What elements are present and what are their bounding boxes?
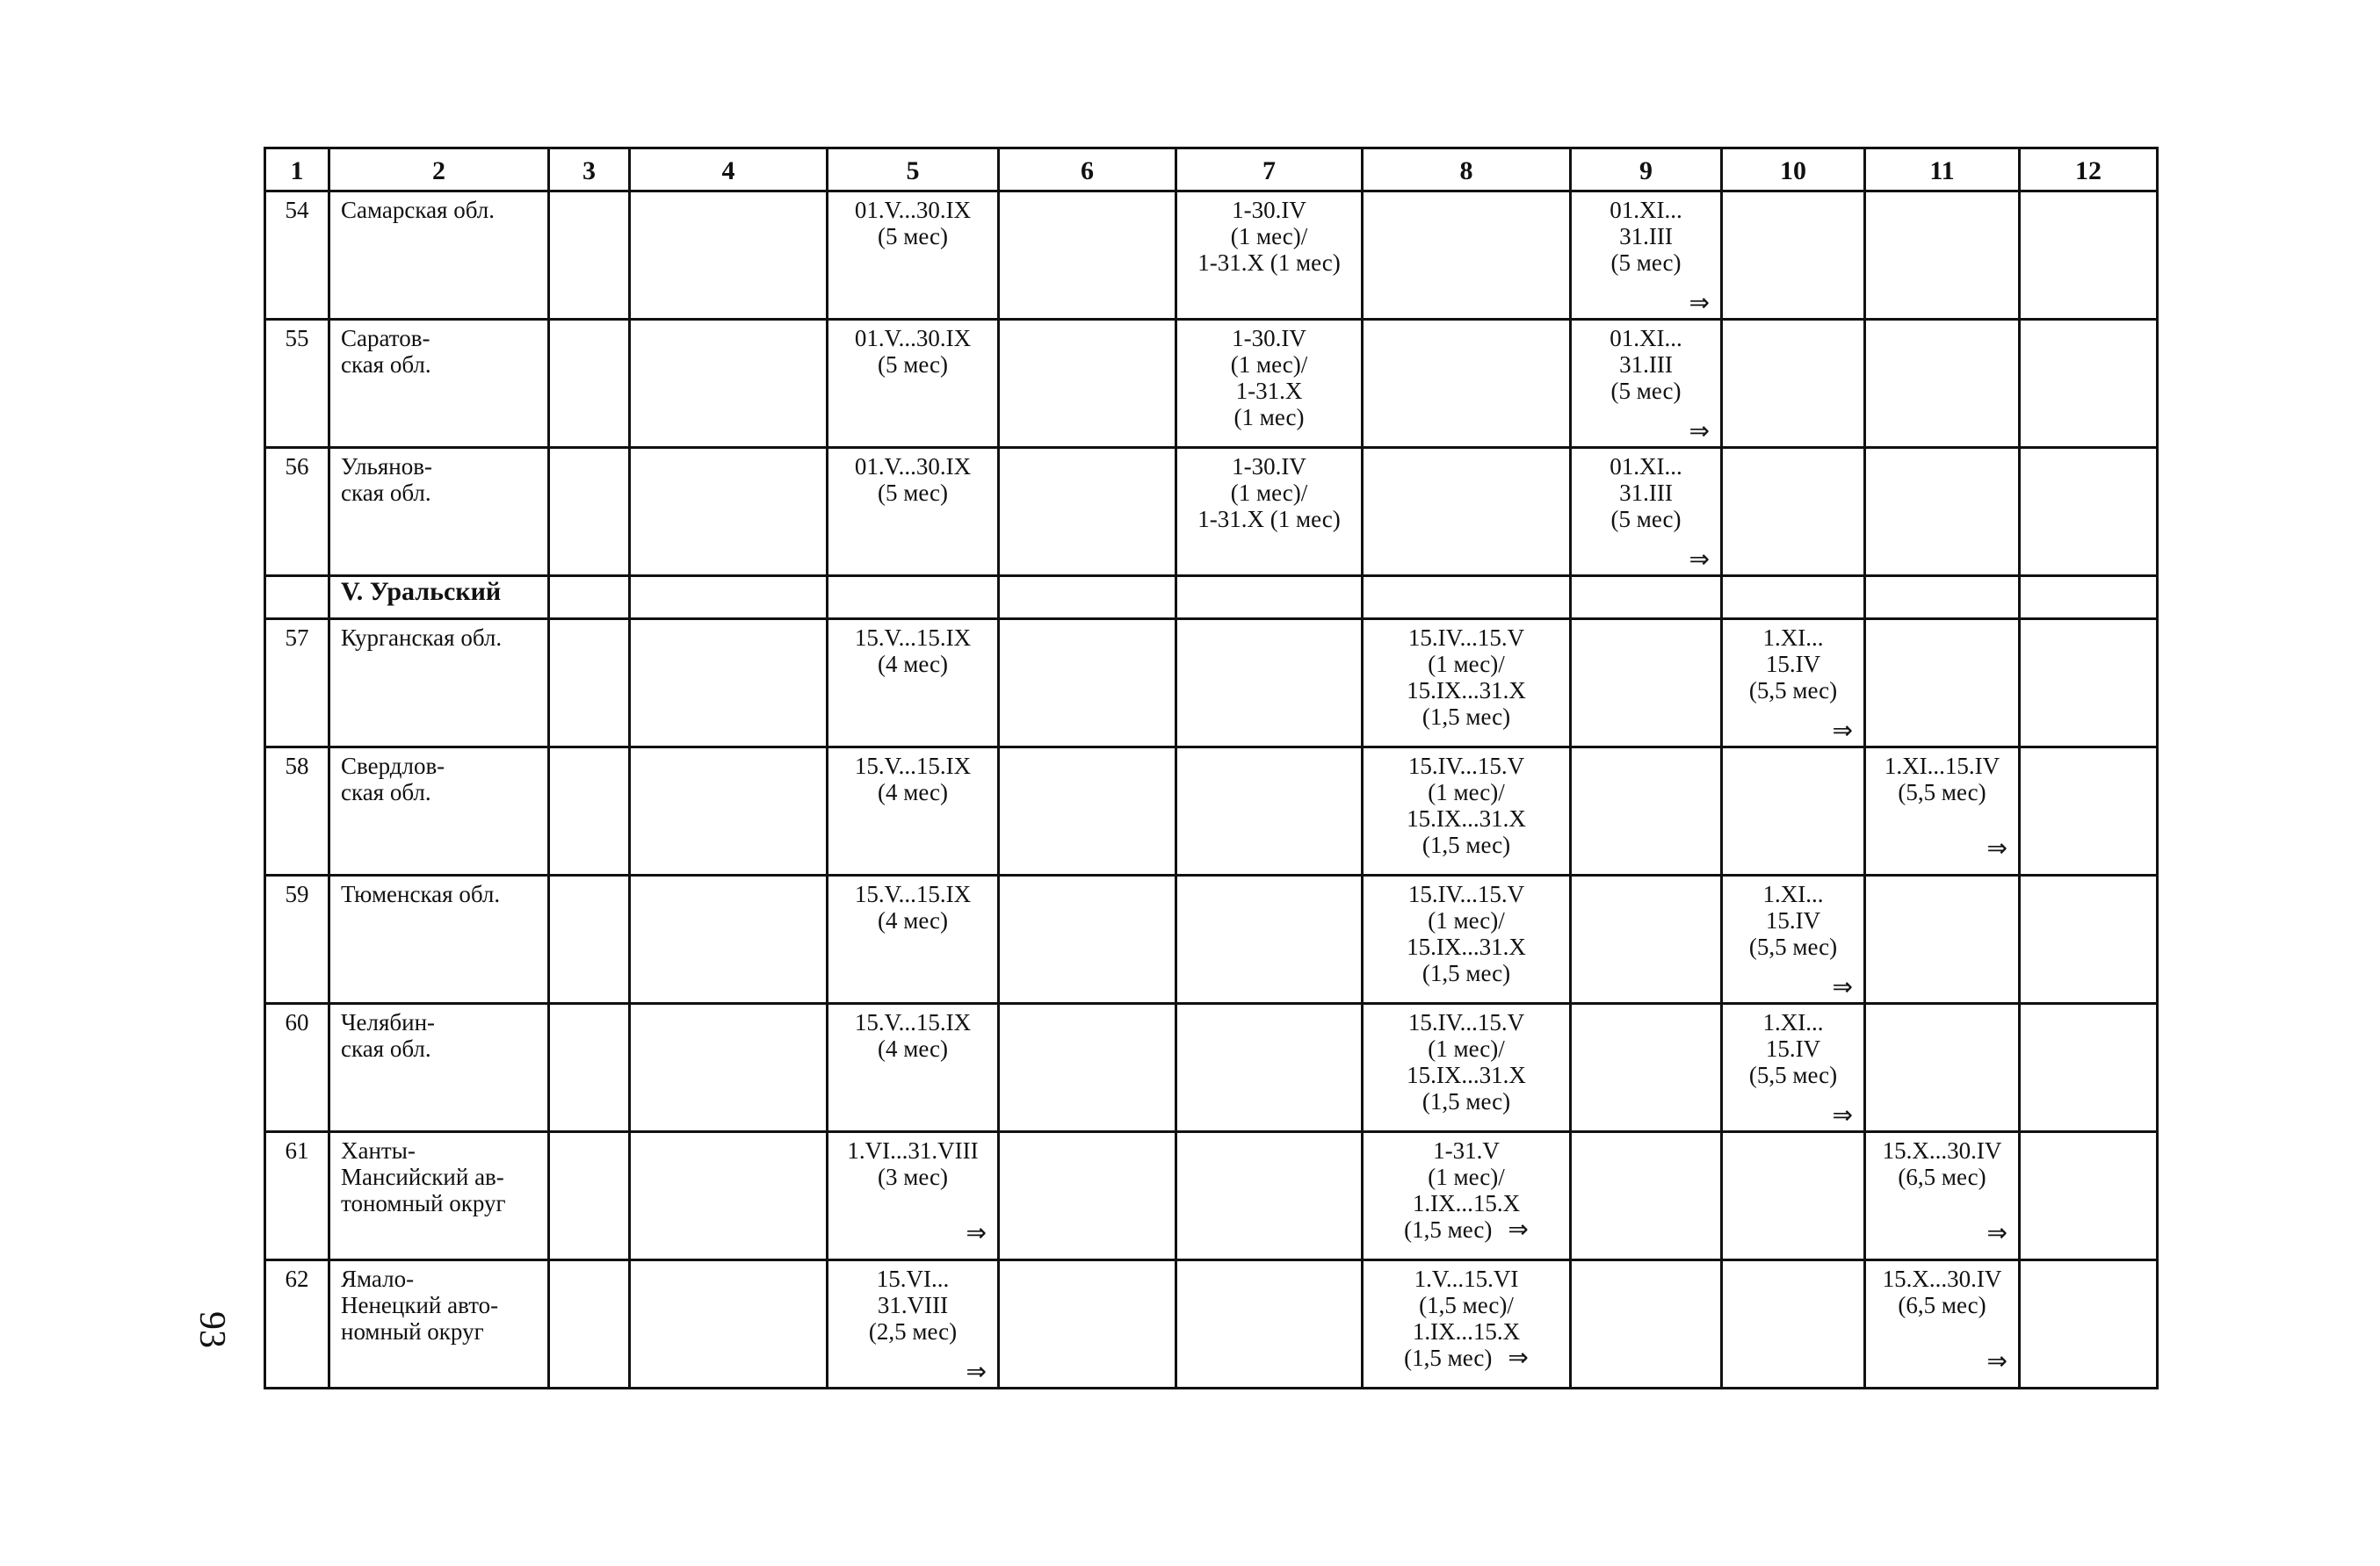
region-name: Саратов- ская обл. — [329, 320, 549, 448]
empty-cell — [265, 576, 329, 619]
period-cell-col10: 1.XI... 15.IV (5,5 мес) ⇒ — [1722, 619, 1865, 747]
period-cell-col7: 1-30.IV (1 мес)/ 1-31.X (1 мес) — [1176, 191, 1363, 320]
column-header: 3 — [549, 148, 630, 191]
table-row — [265, 1132, 2158, 1260]
schedule-table — [264, 147, 2159, 1389]
table-row — [265, 191, 2158, 320]
empty-cell — [630, 747, 828, 876]
column-header: 1 — [265, 148, 329, 191]
row-number: 57 — [265, 619, 329, 747]
header-row — [265, 148, 2158, 191]
page-number: 93 — [192, 1311, 232, 1348]
region-name: Тюменская обл. — [329, 876, 549, 1004]
empty-cell — [549, 619, 630, 747]
table-row — [265, 1004, 2158, 1132]
empty-cell — [1363, 320, 1571, 448]
empty-cell — [549, 1132, 630, 1260]
column-header: 10 — [1722, 148, 1865, 191]
empty-cell — [1722, 320, 1865, 448]
empty-cell — [549, 747, 630, 876]
empty-cell — [999, 320, 1176, 448]
period-cell-col10: 1.XI... 15.IV (5,5 мес) ⇒ — [1722, 876, 1865, 1004]
region-name: Ульянов- ская обл. — [329, 448, 549, 576]
empty-cell — [828, 576, 999, 619]
column-header: 5 — [828, 148, 999, 191]
empty-cell — [1865, 448, 2020, 576]
period-cell-col8: 15.IV...15.V (1 мес)/ 15.IX...31.X (1,5 мес) — [1363, 876, 1571, 1004]
empty-cell — [630, 576, 828, 619]
empty-cell — [2020, 1260, 2158, 1389]
empty-cell — [999, 576, 1176, 619]
empty-cell — [1363, 191, 1571, 320]
continuation-arrow-icon: ⇒ — [966, 1357, 987, 1386]
region-name: Свердлов- ская обл. — [329, 747, 549, 876]
empty-cell — [2020, 191, 2158, 320]
table-row — [265, 876, 2158, 1004]
empty-cell — [549, 1260, 630, 1389]
empty-cell — [1722, 448, 1865, 576]
empty-cell — [999, 1004, 1176, 1132]
period-cell-col10: 1.XI... 15.IV (5,5 мес) ⇒ — [1722, 1004, 1865, 1132]
period-cell-col5: 15.VI... 31.VIII (2,5 мес) ⇒ — [828, 1260, 999, 1389]
empty-cell — [1176, 1004, 1363, 1132]
period-cell-col5: 15.V...15.IX (4 мес) — [828, 747, 999, 876]
period-cell-col5: 15.V...15.IX (4 мес) — [828, 619, 999, 747]
row-number: 61 — [265, 1132, 329, 1260]
empty-cell — [1363, 448, 1571, 576]
empty-cell — [630, 448, 828, 576]
continuation-arrow-icon: ⇒ — [1832, 716, 1853, 745]
empty-cell — [1571, 747, 1722, 876]
empty-cell — [630, 320, 828, 448]
period-cell-col7: 1-30.IV (1 мес)/ 1-31.X (1 мес) — [1176, 320, 1363, 448]
empty-cell — [2020, 448, 2158, 576]
empty-cell — [1722, 747, 1865, 876]
continuation-arrow-icon: ⇒ — [1689, 545, 1710, 574]
continuation-arrow-icon: ⇒ — [1986, 1218, 2007, 1247]
empty-cell — [2020, 1004, 2158, 1132]
column-header: 12 — [2020, 148, 2158, 191]
empty-cell — [999, 448, 1176, 576]
period-cell-col5: 01.V...30.IX (5 мес) — [828, 191, 999, 320]
empty-cell — [1571, 619, 1722, 747]
column-header: 9 — [1571, 148, 1722, 191]
period-cell-col9: 01.XI... 31.III (5 мес) ⇒ — [1571, 320, 1722, 448]
period-cell-col5: 1.VI...31.VIII (3 мес) ⇒ — [828, 1132, 999, 1260]
empty-cell — [1865, 619, 2020, 747]
empty-cell — [1571, 876, 1722, 1004]
empty-cell — [2020, 619, 2158, 747]
empty-cell — [1722, 191, 1865, 320]
region-name: Курганская обл. — [329, 619, 549, 747]
continuation-arrow-icon: ⇒ — [1986, 1346, 2007, 1375]
empty-cell — [2020, 320, 2158, 448]
row-number: 59 — [265, 876, 329, 1004]
continuation-arrow-icon: ⇒ — [1508, 1215, 1529, 1244]
empty-cell — [999, 747, 1176, 876]
period-cell-col5: 15.V...15.IX (4 мес) — [828, 1004, 999, 1132]
continuation-arrow-icon: ⇒ — [1508, 1343, 1529, 1372]
column-header: 4 — [630, 148, 828, 191]
empty-cell — [1176, 619, 1363, 747]
empty-cell — [2020, 876, 2158, 1004]
empty-cell — [1176, 876, 1363, 1004]
column-header: 11 — [1865, 148, 2020, 191]
empty-cell — [630, 619, 828, 747]
empty-cell — [630, 876, 828, 1004]
empty-cell — [1176, 1260, 1363, 1389]
column-header: 7 — [1176, 148, 1363, 191]
continuation-arrow-icon: ⇒ — [966, 1218, 987, 1247]
table-row — [265, 1260, 2158, 1389]
empty-cell — [549, 1004, 630, 1132]
empty-cell — [999, 1260, 1176, 1389]
period-cell-col8: 1-31.V (1 мес)/ 1.IX...15.X (1,5 мес) ⇒ — [1363, 1132, 1571, 1260]
empty-cell — [549, 191, 630, 320]
empty-cell — [2020, 1132, 2158, 1260]
empty-cell — [999, 1132, 1176, 1260]
period-cell-col11: 1.XI...15.IV (5,5 мес) ⇒ — [1865, 747, 2020, 876]
continuation-arrow-icon: ⇒ — [1832, 1101, 1853, 1129]
row-number: 62 — [265, 1260, 329, 1389]
empty-cell — [549, 876, 630, 1004]
table-row — [265, 747, 2158, 876]
empty-cell — [1176, 747, 1363, 876]
period-cell-col11: 15.X...30.IV (6,5 мес) ⇒ — [1865, 1132, 2020, 1260]
continuation-arrow-icon: ⇒ — [1689, 288, 1710, 317]
table-row — [265, 320, 2158, 448]
empty-cell — [549, 576, 630, 619]
region-name: Самарская обл. — [329, 191, 549, 320]
column-header: 6 — [999, 148, 1176, 191]
empty-cell — [1571, 576, 1722, 619]
region-name: Ямало- Ненецкий авто- номный округ — [329, 1260, 549, 1389]
row-number: 55 — [265, 320, 329, 448]
row-number: 60 — [265, 1004, 329, 1132]
continuation-arrow-icon: ⇒ — [1689, 416, 1710, 445]
empty-cell — [1722, 1260, 1865, 1389]
continuation-arrow-icon: ⇒ — [1832, 972, 1853, 1001]
column-header: 8 — [1363, 148, 1571, 191]
period-cell-col9: 01.XI... 31.III (5 мес) ⇒ — [1571, 448, 1722, 576]
table-row — [265, 448, 2158, 576]
empty-cell — [1571, 1260, 1722, 1389]
empty-cell — [630, 1132, 828, 1260]
period-cell-col9: 01.XI... 31.III (5 мес) ⇒ — [1571, 191, 1722, 320]
empty-cell — [1865, 1004, 2020, 1132]
table-row — [265, 619, 2158, 747]
empty-cell — [1363, 576, 1571, 619]
empty-cell — [1571, 1132, 1722, 1260]
row-number: 58 — [265, 747, 329, 876]
empty-cell — [1722, 1132, 1865, 1260]
empty-cell — [2020, 576, 2158, 619]
empty-cell — [549, 320, 630, 448]
empty-cell — [1571, 1004, 1722, 1132]
empty-cell — [1865, 320, 2020, 448]
empty-cell — [1865, 191, 2020, 320]
empty-cell — [1865, 876, 2020, 1004]
empty-cell — [1865, 576, 2020, 619]
empty-cell — [2020, 747, 2158, 876]
row-number: 54 — [265, 191, 329, 320]
period-cell-col5: 01.V...30.IX (5 мес) — [828, 320, 999, 448]
region-name: Челябин- ская обл. — [329, 1004, 549, 1132]
period-cell-col8: 1.V...15.VI (1,5 мес)/ 1.IX...15.X (1,5 мес) ⇒ — [1363, 1260, 1571, 1389]
empty-cell — [630, 1004, 828, 1132]
period-cell-col8: 15.IV...15.V (1 мес)/ 15.IX...31.X (1,5 мес) — [1363, 619, 1571, 747]
row-number: 56 — [265, 448, 329, 576]
continuation-arrow-icon: ⇒ — [1986, 834, 2007, 862]
period-cell-col7: 1-30.IV (1 мес)/ 1-31.X (1 мес) — [1176, 448, 1363, 576]
empty-cell — [999, 876, 1176, 1004]
empty-cell — [999, 191, 1176, 320]
period-cell-col8: 15.IV...15.V (1 мес)/ 15.IX...31.X (1,5 мес) — [1363, 1004, 1571, 1132]
period-cell-col11: 15.X...30.IV (6,5 мес) ⇒ — [1865, 1260, 2020, 1389]
column-header: 2 — [329, 148, 549, 191]
empty-cell — [630, 191, 828, 320]
section-title: V. Уральский — [329, 576, 549, 619]
period-cell-col8: 15.IV...15.V (1 мес)/ 15.IX...31.X (1,5 мес) — [1363, 747, 1571, 876]
period-cell-col5: 15.V...15.IX (4 мес) — [828, 876, 999, 1004]
period-cell-col5: 01.V...30.IX (5 мес) — [828, 448, 999, 576]
empty-cell — [999, 619, 1176, 747]
empty-cell — [1176, 576, 1363, 619]
region-name: Ханты- Мансийский ав- тономный округ — [329, 1132, 549, 1260]
empty-cell — [1722, 576, 1865, 619]
section-row — [265, 576, 2158, 619]
empty-cell — [549, 448, 630, 576]
empty-cell — [1176, 1132, 1363, 1260]
empty-cell — [630, 1260, 828, 1389]
